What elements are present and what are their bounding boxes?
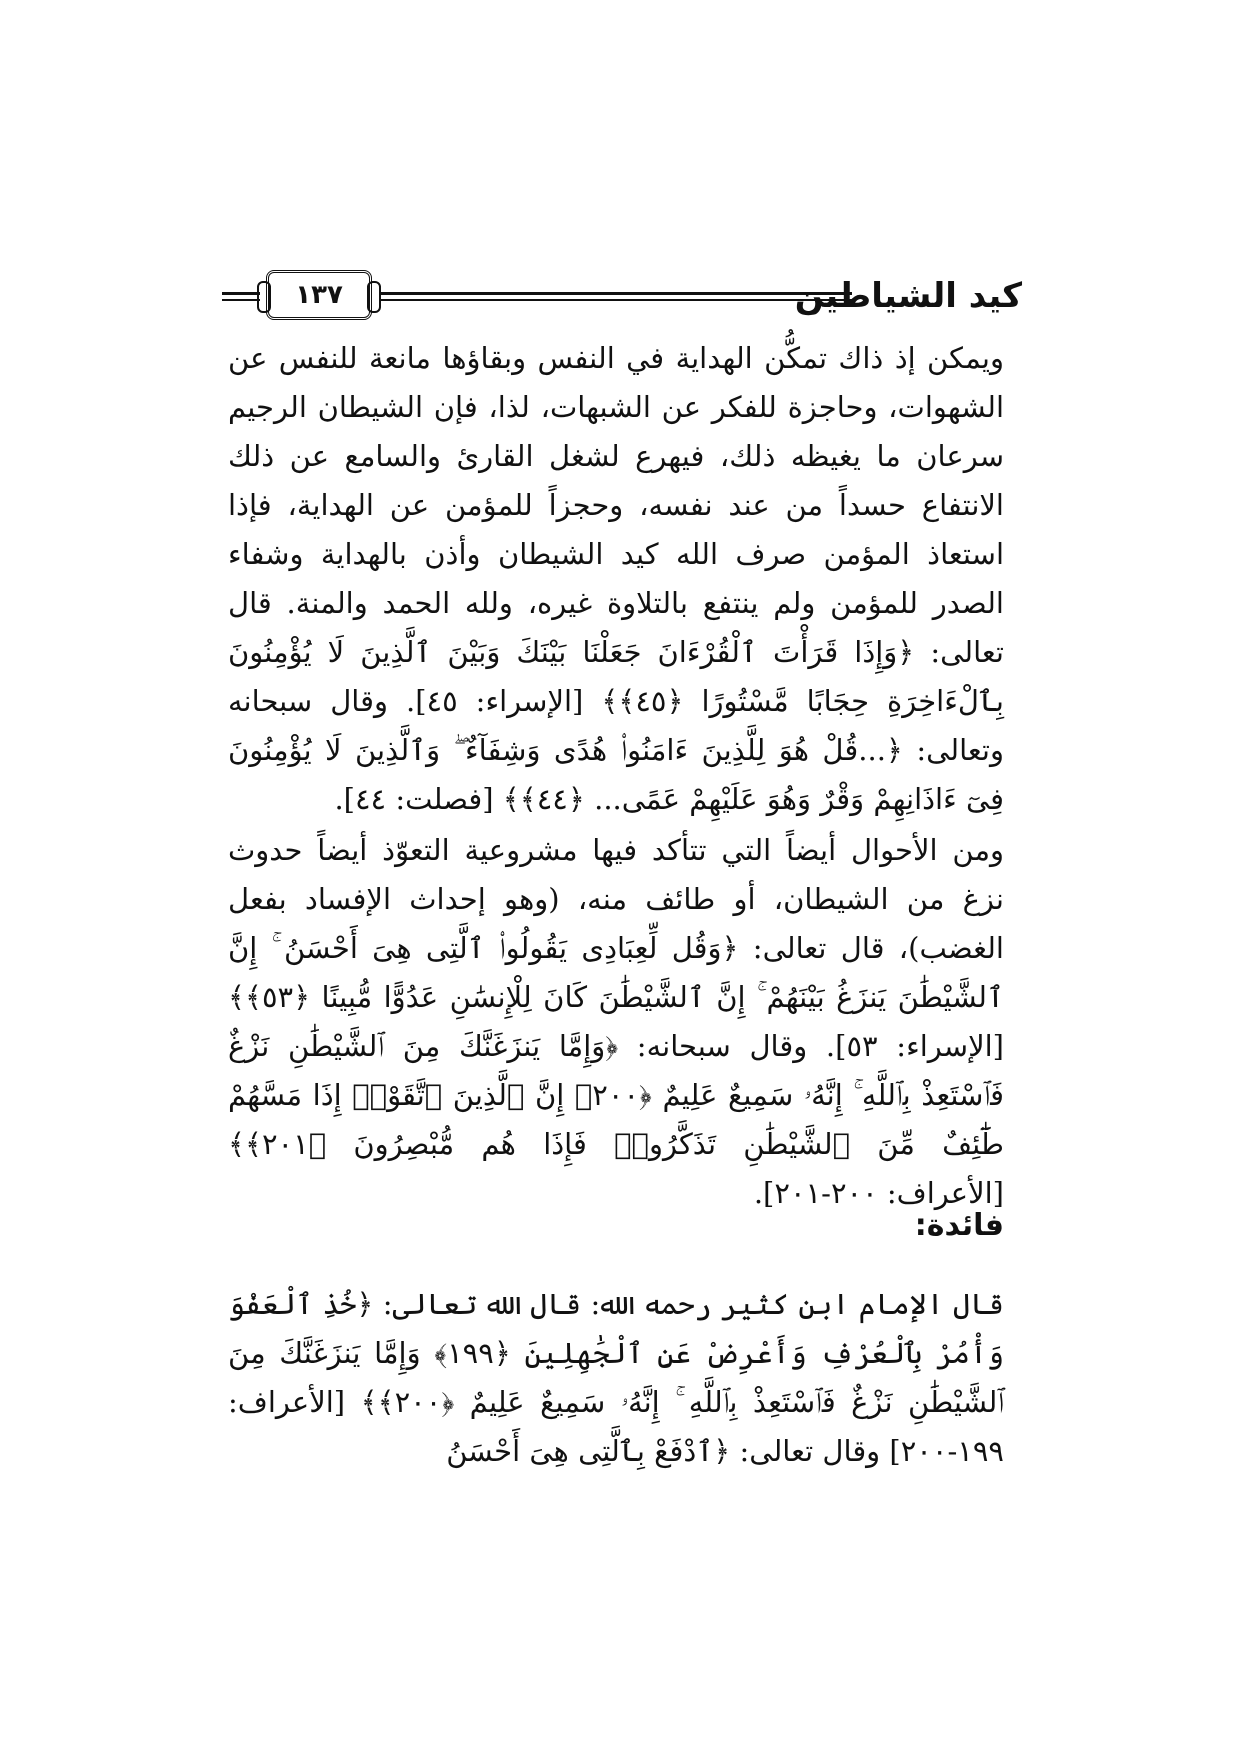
book-title: كيد الشياطين [794,276,1022,316]
paragraph-3 [228,1280,1004,1476]
paragraph-3-text: قال الإمام ابن كثير رحمه الله: قال الله تعالى: ﴿خُذِ ٱلْعَفْوَ وَأْمُرْ بِٱلْعُرْفِ وَأَعْرِضْ عَنِ ٱلْجَٰهِلِينَ ﴿١٩٩﴾ وَإِمَّا يَنزَغَنَّكَ مِنَ ٱلشَّيْطَٰنِ نَزْغٌ فَٱسْتَعِذْ بِٱللَّهِ ۚ إِنَّهُۥ سَمِيعٌ عَلِيمٌ ﴿٢٠٠﴾﴾ [الأعراف: ١٩٩-٢٠٠] وقال تعالى: ﴿ٱدْفَعْ بِٱلَّتِى هِىَ أَحْسَنُ [228,1287,1004,1468]
page-number-frame [266,270,372,320]
page-header [222,268,1022,328]
paragraph-1-text: ويمكن إذ ذاك تمكُّن الهداية في النفس وبقاؤها مانعة للنفس عن الشهوات، وحاجزة للفكر عن الشبهات، لذا، فإن الشيطان الرجيم سرعان ما يغيظه ذلك، فيهرع لشغل القارئ والسامع عن ذلك الانتفاع حسداً من عند نفسه، وحجزاً للمؤمن عن الهداية، فإذا استعاذ المؤمن صرف الله كيد الشيطان وأذن بالهداية وشفاء الصدر للمؤمن ولم ينتفع بالتلاوة غيره، ولله الحمد والمنة. قال تعالى: ﴿وَإِذَا قَرَأْتَ ٱلْقُرْءَانَ جَعَلْنَا بَيْنَكَ وَبَيْنَ ٱلَّذِينَ لَا يُؤْمِنُونَ بِٱلْءَاخِرَةِ حِجَابًا مَّسْتُورًا ﴿٤٥﴾﴾ [الإسراء: ٤٥]. وقال سبحانه وتعالى: ﴿...قُلْ هُوَ لِلَّذِينَ ءَامَنُوا۟ هُدًى وَشِفَآءٌ ۖ وَٱلَّذِينَ لَا يُؤْمِنُونَ فِىٓ ءَاذَانِهِمْ وَقْرٌ وَهُوَ عَلَيْهِمْ عَمًى... ﴿٤٤﴾﴾ [فصلت: ٤٤]. [228,341,1005,816]
header-rule-left [222,292,260,301]
section-heading: فائدة: [914,1208,1004,1243]
paragraph-1 [228,334,1004,824]
page-number: ١٣٧ [295,280,343,310]
header-rule-right [380,292,852,301]
paragraph-2-text: ومن الأحوال أيضاً التي تتأكد فيها مشروعية التعوّذ أيضاً حدوث نزغ من الشيطان، أو طائف منه، (وهو إحداث الإفساد بفعل الغضب)، قال تعالى: ﴿وَقُل لِّعِبَادِى يَقُولُوا۟ ٱلَّتِى هِىَ أَحْسَنُ ۚ إِنَّ ٱلشَّيْطَٰنَ يَنزَغُ بَيْنَهُمْ ۚ إِنَّ ٱلشَّيْطَٰنَ كَانَ لِلْإِنسَٰنِ عَدُوًّا مُّبِينًا ﴿٥٣﴾﴾ [الإسراء: ٥٣]. وقال سبحانه: ﴿وَإِمَّا يَنزَغَنَّكَ مِنَ ٱلشَّيْطَٰنِ نَزْغٌ فَٱسْتَعِذْ بِٱللَّهِ ۚ إِنَّهُۥ سَمِيعٌ عَلِيمٌ ﴿٢٠٠﴾ إِنَّ ٱلَّذِينَ ٱتَّقَوْا۟ إِذَا مَسَّهُمْ طَٰٓئِفٌ مِّنَ ٱلشَّيْطَٰنِ تَذَكَّرُوا۟ فَإِذَا هُم مُّبْصِرُونَ ﴿٢٠١﴾﴾ [الأعراف: ٢٠٠-٢٠١]. [228,833,1004,1210]
paragraph-2 [228,826,1004,1218]
